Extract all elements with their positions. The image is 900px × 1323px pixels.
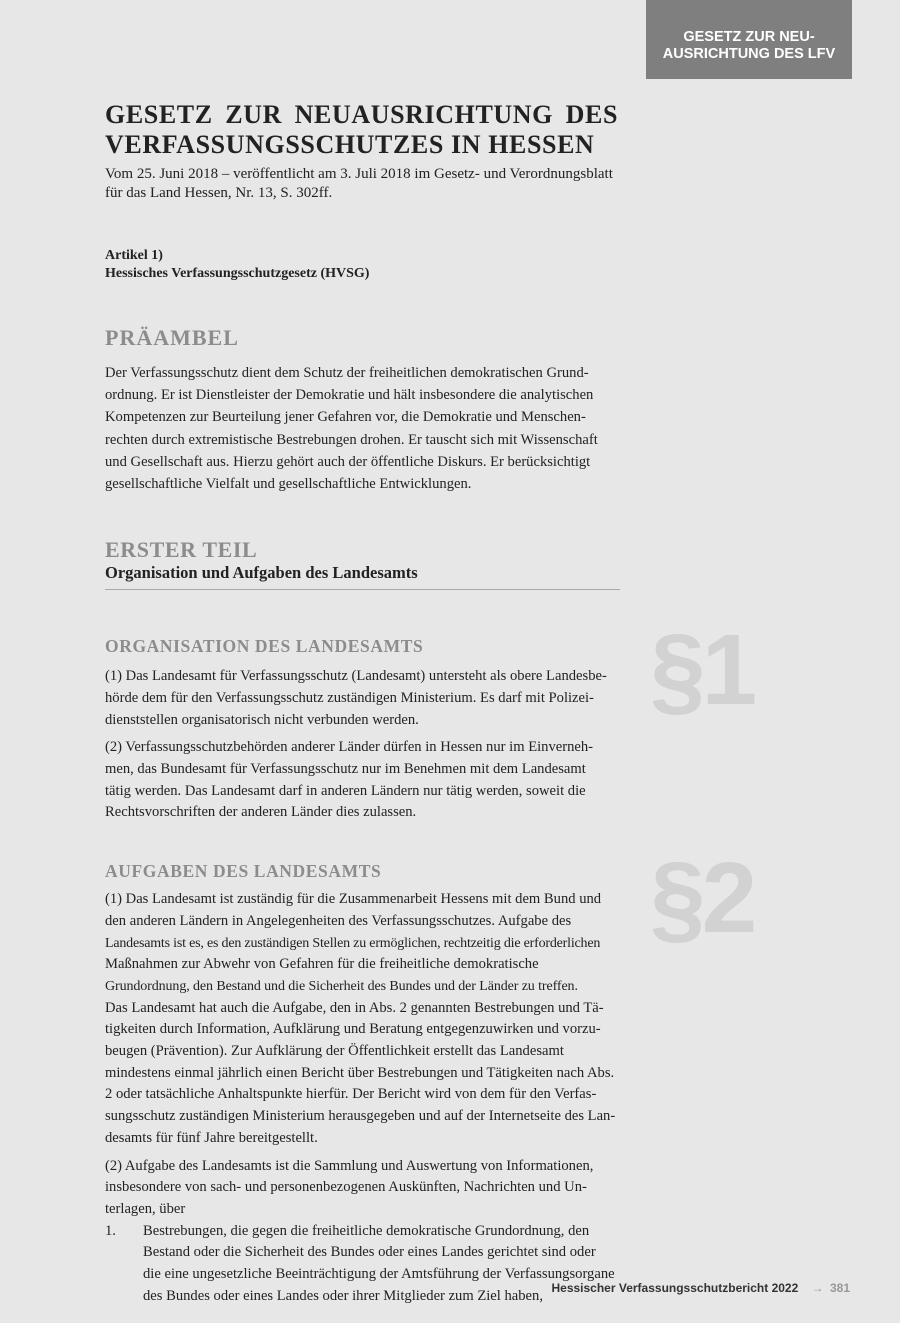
text-line: Maßnahmen zur Abwehr von Gefahren für die freiheitliche demokratische	[105, 956, 539, 973]
list-item-text	[143, 1221, 618, 1308]
section2-para2	[105, 1156, 618, 1221]
text-line: die eine ungesetzliche Beeinträchtigung der Amtsführung der Verfassungsorgane	[143, 1266, 615, 1283]
text-line: und Gesellschaft aus. Hierzu gehört auch der öffentliche Diskurs. Er berücksichtigt	[105, 453, 591, 470]
text-line: (1) Das Landesamt ist zuständig für die Zusammenarbeit Hessens mit dem Bund und	[105, 891, 602, 908]
text-line: den anderen Ländern in Angelegenheiten des Verfassungsschutzes. Aufgabe des	[105, 912, 572, 929]
page-footer	[551, 1280, 850, 1296]
page-number: 381	[829, 1281, 850, 1295]
text-line: (2) Verfassungsschutzbehörden anderer Länder dürfen in Hessen nur im Einverneh-	[105, 739, 594, 756]
text-line: beugen (Prävention). Zur Aufklärung der Öffentlichkeit erstellt das Landesamt	[105, 1043, 564, 1060]
publication-note-line1: Vom 25. Juni 2018 – veröffentlicht am 3. Juli 2018 im Gesetz- und Verordnungsblatt	[105, 166, 613, 182]
main-content	[105, 100, 618, 1308]
text-line: mindestens einmal jährlich einen Bericht über Bestrebungen und Tätigkeiten nach Abs.	[105, 1064, 615, 1081]
chapter-tab	[646, 0, 852, 79]
list-item-number: 1.	[105, 1222, 116, 1239]
part-heading: ERSTER TEIL	[105, 537, 258, 563]
section1-heading: ORGANISATION DES LANDESAMTS	[105, 636, 424, 657]
text-line: tigkeiten durch Information, Aufklärung und Beratung entgegenzuwirken und vorzu-	[105, 1021, 601, 1038]
artikel-heading	[105, 247, 618, 283]
text-line: Kompetenzen zur Beurteilung jener Gefahren vor, die Demokratie und Menschen-	[105, 409, 586, 426]
text-line: hörde dem für den Verfassungsschutz zuständigen Ministerium. Es darf mit Polizei-	[105, 689, 594, 706]
artikel-law-name: Hessisches Verfassungsschutzgesetz (HVSG)	[105, 266, 370, 281]
footer-publication: Hessischer Verfassungsschutzbericht 2022	[551, 1281, 799, 1295]
text-line: tätig werden. Das Landesamt darf in anderen Ländern nur tätig werden, soweit die	[105, 782, 586, 799]
text-line: Landesamts ist es, es den zuständigen Stellen zu ermöglichen, rechtzeitig die erforderlichen	[105, 935, 601, 951]
praeambel-heading: PRÄAMBEL	[105, 325, 239, 350]
publication-note	[105, 165, 618, 203]
text-line: Bestrebungen, die gegen die freiheitliche demokratische Grundordnung, den	[143, 1222, 590, 1239]
text-line: men, das Bundesamt für Verfassungsschutz nur im Benehmen mit dem Landesamt	[105, 761, 586, 778]
section1-sign: §1	[650, 614, 754, 726]
text-line: dienststellen organisatorisch nicht verbunden werden.	[105, 711, 419, 728]
list-item	[105, 1221, 618, 1308]
arrow-right-icon: →	[811, 1281, 824, 1295]
chapter-tab-line2: AUSRICHTUNG DES LFV	[662, 46, 836, 62]
text-line: insbesondere von sach- und personenbezogenen Auskünften, Nachrichten und Un-	[105, 1179, 587, 1196]
section2-sign: §2	[650, 842, 754, 954]
text-line: ordnung. Er ist Dienstleister der Demokratie und hält insbesondere die analytischen	[105, 387, 594, 404]
text-line: Das Landesamt hat auch die Aufgabe, den in Abs. 2 genannten Bestrebungen und Tä-	[105, 999, 604, 1016]
text-line: (2) Aufgabe des Landesamts ist die Sammlung und Auswertung von Informationen,	[105, 1157, 594, 1174]
text-line: terlagen, über	[105, 1200, 186, 1217]
text-line: sungsschutz zuständigen Ministerium herausgegeben und auf der Internetseite des Lan-	[105, 1108, 616, 1125]
section1-para2	[105, 737, 618, 824]
divider	[105, 589, 620, 590]
text-line: des Bundes oder eines Landes oder ihrer Mitglieder zum Ziel haben,	[143, 1287, 543, 1304]
text-line: Grundordnung, den Bestand und die Sicherheit des Bundes und der Länder zu treffen.	[105, 978, 578, 994]
text-line: Bestand oder die Sicherheit des Bundes oder eines Landes gerichtet sind oder	[143, 1244, 596, 1261]
artikel-number: Artikel 1)	[105, 248, 163, 263]
text-line: desamts für fünf Jahre bereitgestellt.	[105, 1129, 318, 1146]
section2-para1	[105, 889, 618, 1149]
section1-para1	[105, 666, 618, 731]
praeambel-text	[105, 362, 618, 495]
chapter-tab-line1: GESETZ ZUR NEU-	[683, 29, 815, 45]
publication-note-line2: für das Land Hessen, Nr. 13, S. 302ff.	[105, 185, 333, 201]
section2-heading: AUFGABEN DES LANDESAMTS	[105, 861, 382, 882]
page-title: GESETZ ZUR NEUAUSRICHTUNG DES VERFASSUNGSSCHUTZES IN HESSEN	[105, 100, 618, 159]
text-line: (1) Das Landesamt für Verfassungsschutz (Landesamt) untersteht als obere Landesbe-	[105, 668, 607, 685]
text-line: gesellschaftliche Vielfalt und gesellschaftliche Entwicklungen.	[105, 476, 472, 493]
text-line: Der Verfassungsschutz dient dem Schutz der freiheitlichen demokratischen Grund-	[105, 365, 589, 381]
part-subheading: Organisation und Aufgaben des Landesamts	[105, 563, 418, 583]
text-line: 2 oder tatsächliche Anhaltspunkte hierfür. Der Bericht wird von dem für den Verfas-	[105, 1086, 597, 1103]
text-line: rechten durch extremistische Bestrebungen drohen. Er tauscht sich mit Wissenschaft	[105, 431, 598, 448]
text-line: Rechtsvorschriften der anderen Länder dies zulassen.	[105, 804, 417, 821]
